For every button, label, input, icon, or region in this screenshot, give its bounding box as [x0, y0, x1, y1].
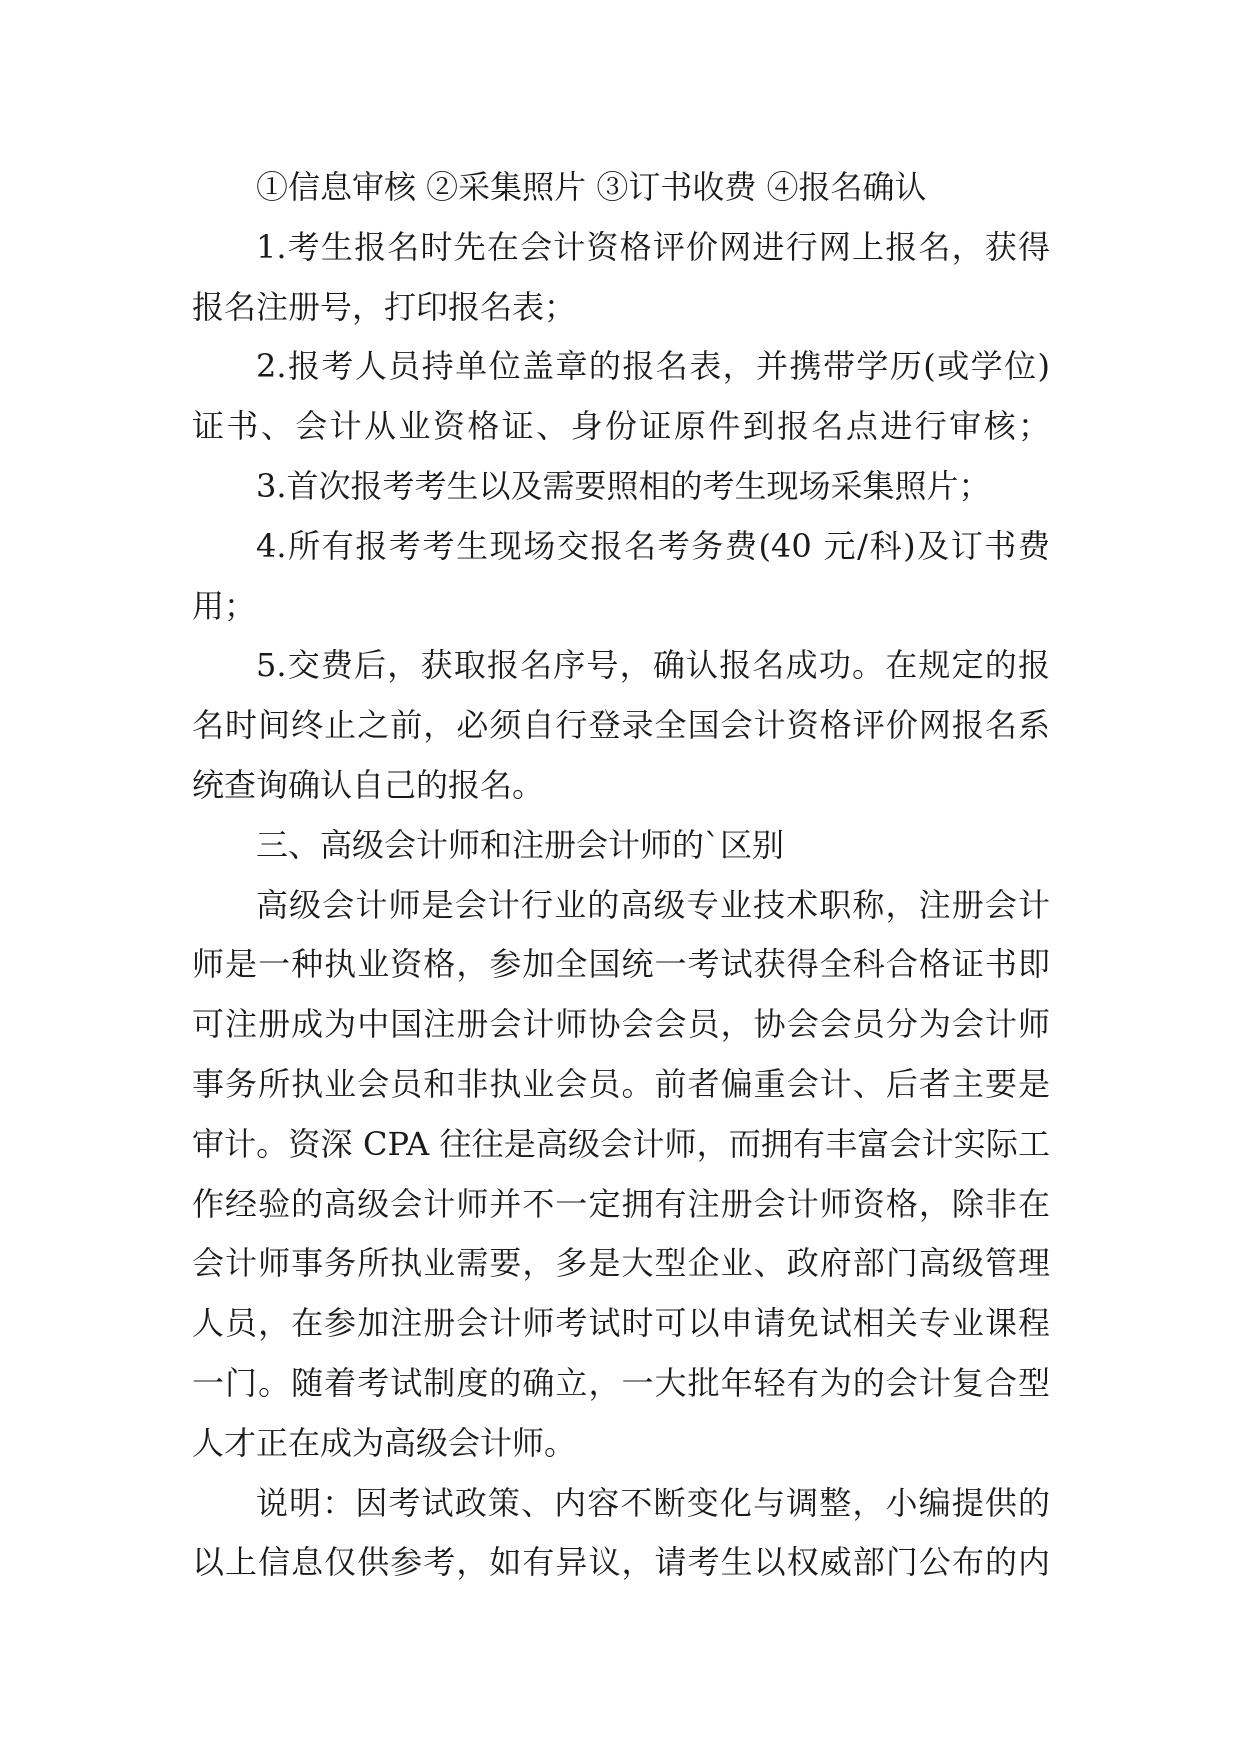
paragraph-line: 人才正在成为高级会计师。: [192, 1423, 577, 1462]
paragraph-line: 会计师事务所执业需要，多是大型企业、政府部门高级管理: [192, 1244, 1050, 1283]
process-steps-line: ①信息审核 ②采集照片 ③订书收费 ④报名确认: [256, 168, 927, 206]
paragraph-line: 师是一种执业资格，参加全国统一考试获得全科合格证书即: [192, 945, 1050, 984]
step-3-line-1: 3.首次报考考生以及需要照相的考生现场采集照片；: [256, 466, 991, 505]
paragraph-line: 高级会计师是会计行业的高级专业技术职称，注册会计: [256, 885, 1050, 924]
paragraph-line: 可注册成为中国注册会计师协会会员，协会会员分为会计师: [192, 1005, 1050, 1044]
document-body: [192, 158, 1050, 1593]
note-line: 以上信息仅供参考，如有异议，请考生以权威部门公布的内: [192, 1543, 1050, 1582]
note-line: 说明：因考试政策、内容不断变化与调整，小编提供的: [256, 1483, 1050, 1522]
section-heading: 三、高级会计师和注册会计师的`区别: [256, 825, 785, 864]
paragraph-line: 人员，在参加注册会计师考试时可以申请免试相关专业课程: [192, 1304, 1050, 1343]
paragraph-line: 一门。随着考试制度的确立，一大批年轻有为的会计复合型: [192, 1363, 1050, 1402]
step-4-line-1: 4.所有报考考生现场交报名考务费(40 元/科)及订书费: [256, 526, 1050, 565]
paragraph-line: 事务所执业会员和非执业会员。前者偏重会计、后者主要是: [192, 1064, 1050, 1103]
step-5-line-2: 名时间终止之前，必须自行登录全国会计资格评价网报名系: [192, 706, 1050, 745]
step-5-line-1: 5.交费后，获取报名序号，确认报名成功。在规定的报: [256, 646, 1050, 685]
paragraph-line: 审计。资深 CPA 往往是高级会计师，而拥有丰富会计实际工: [192, 1124, 1050, 1163]
step-1-line-1: 1.考生报名时先在会计资格评价网进行网上报名，获得: [256, 227, 1050, 266]
paragraph-line: 作经验的高级会计师并不一定拥有注册会计师资格，除非在: [192, 1184, 1050, 1223]
step-2-line-2: 证书、会计从业资格证、身份证原件到报名点进行审核；: [192, 407, 1050, 446]
step-5-line-3: 统查询确认自己的报名。: [192, 765, 545, 804]
step-1-line-2: 报名注册号，打印报名表；: [192, 287, 577, 326]
step-4-line-2: 用；: [192, 586, 257, 625]
step-2-line-1: 2.报考人员持单位盖章的报名表，并携带学历(或学位): [256, 347, 1050, 386]
